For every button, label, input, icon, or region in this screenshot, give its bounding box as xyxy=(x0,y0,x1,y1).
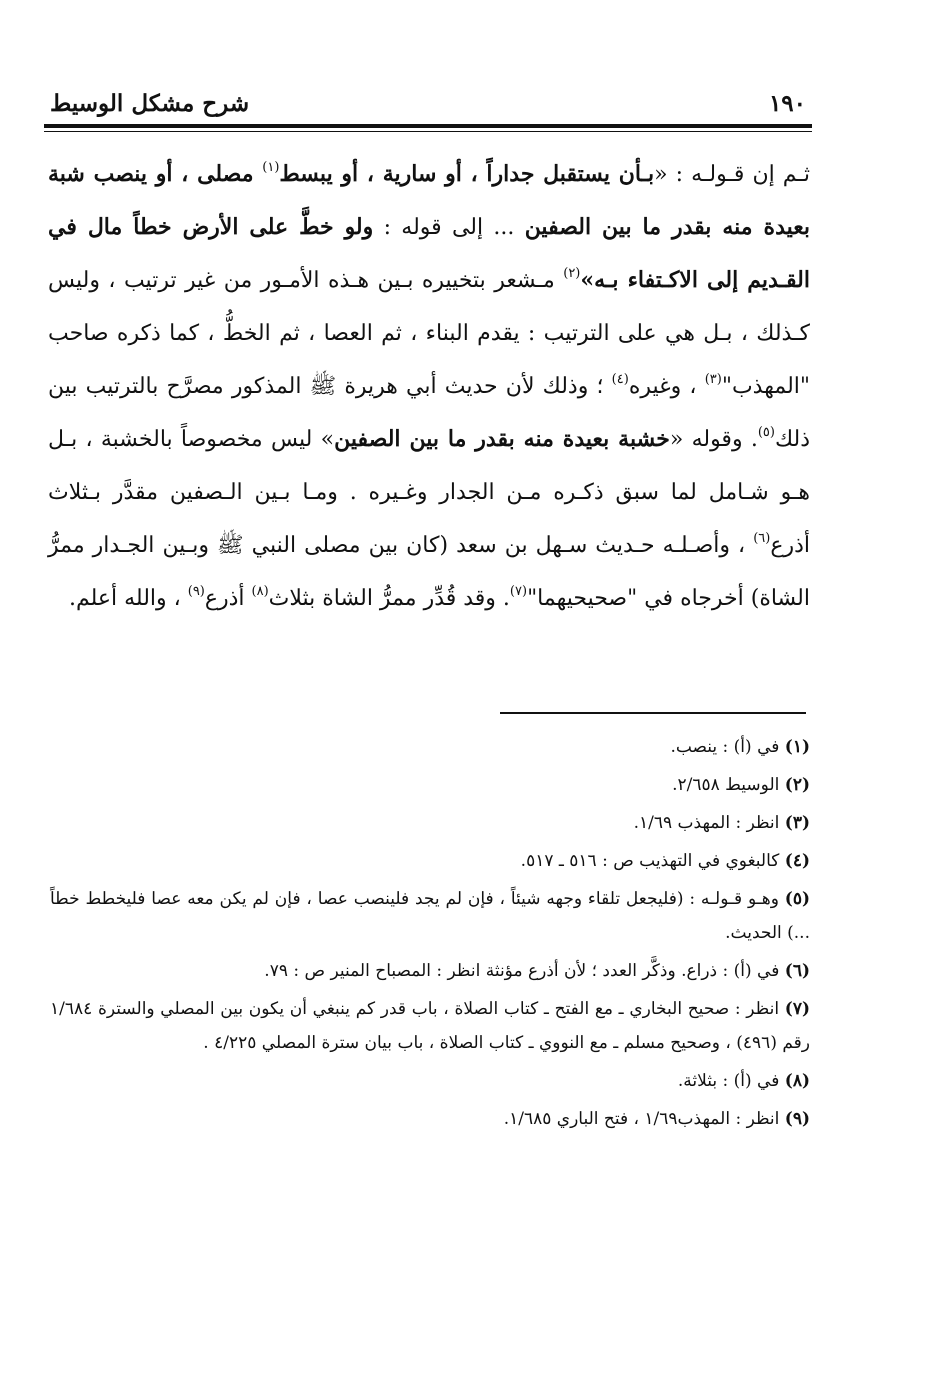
footnote-text: في (أ) : ينصب. xyxy=(670,737,785,757)
footnote-separator xyxy=(500,712,806,714)
footnote xyxy=(50,806,810,840)
footnote-text: انظر : المهذب ١/٦٩. xyxy=(633,813,785,833)
page-header xyxy=(44,84,812,124)
main-text xyxy=(48,148,810,625)
footnote xyxy=(50,844,810,878)
footnote xyxy=(50,954,810,988)
quoted-text: خشبة بعيدة منه بقدر ما بين الصفين xyxy=(334,426,670,452)
footnote-number: (١) xyxy=(784,737,810,757)
footnote-number: (٣) xyxy=(784,813,810,833)
footnote-number: (٤) xyxy=(784,851,810,871)
quoted-text: ولو خطَّ على الأرض خطاً مال في القـديم إلى الاكـتفاء بـه xyxy=(48,214,810,293)
text-run: مـشعر بتخييره بـين هـذه الأمـور من غير ترتيب ، وليس كـذلك ، بـل هي على الترتيب : يقدم البناء ، ثم العصا ، ثم الخطُّ ، كما ذكره صاحب "المهذب" xyxy=(48,268,810,399)
footnote-ref: (٤) xyxy=(611,371,629,387)
text-run: » xyxy=(580,267,595,293)
text-run: ثـم إن قـولـه : « xyxy=(654,162,810,187)
footnote-ref: (٢) xyxy=(563,265,581,281)
footnote-ref: (٣) xyxy=(704,371,722,387)
footnote-text: في (أ) : بثلاثة. xyxy=(677,1071,785,1091)
text-run: » ليس مخصوصاً بالخشبة ، بـل هـو شـامل لما سبق ذكـره مـن الجدار وغـيره . ومـا بـين الـصفين مقدَّر بـثلاث أذرع xyxy=(48,427,810,558)
footnote-ref: (٥) xyxy=(757,424,775,440)
text-run: ، وغيره xyxy=(628,374,705,399)
footnote xyxy=(50,882,810,950)
footnote-text: في (أ) : ذراع. وذكَّر العدد ؛ لأن أذرع مؤنثة انظر : المصباح المنير ص : ٧٩. xyxy=(264,961,785,981)
body-paragraph xyxy=(48,148,810,625)
footnote-number: (٦) xyxy=(784,961,810,981)
footnote-ref: (٦) xyxy=(753,530,771,546)
footnote-text: انظر : صحيح البخاري ـ مع الفتح ـ كتاب الصلاة ، باب قدر كم ينبغي أن يكون بين المصلي والسترة ١/٦٨٤ رقم (٤٩٦) ، وصحيح مسلم ـ مع النووي ـ كتاب الصلاة ، باب بيان سترة المصلي ٤/٢٢٥ . xyxy=(50,999,810,1053)
text-run: ... إلى قوله : xyxy=(373,215,525,240)
footnote-number: (٨) xyxy=(784,1071,810,1091)
text-run: ، وأصـلـه حـديث سـهل بن سعد (كان بين مصلى النبي ﷺ وبـين الجـدار ممرُّ الشاة) أخرجاه في "صحيحيهما" xyxy=(48,533,810,611)
footnote-ref: (٧) xyxy=(509,583,528,599)
footnotes xyxy=(50,730,810,1140)
footnote-text: الوسيط ٢/٦٥٨. xyxy=(672,775,785,795)
footnote-ref: (٨) xyxy=(251,583,269,599)
text-run: ، والله أعلم. xyxy=(68,586,188,611)
footnote-number: (٢) xyxy=(784,775,810,795)
footnote-number: (٥) xyxy=(784,889,810,909)
text-run: . وقوله « xyxy=(669,427,758,452)
footnote xyxy=(50,1102,810,1136)
header-rule-thin xyxy=(44,131,812,132)
footnote-ref: (٩) xyxy=(187,583,205,599)
text-run: ؛ وذلك لأن حديث أبي هريرة ﷺ المذكور مصرَّح بالترتيب بين ذلك xyxy=(48,374,811,452)
text-run: أذرع xyxy=(204,586,252,611)
footnote-number: (٩) xyxy=(784,1109,810,1129)
footnote xyxy=(50,730,810,764)
footnote-ref: (١) xyxy=(262,159,280,175)
footnote-number: (٧) xyxy=(784,999,810,1019)
footnote-text: انظر : المهذب١/٦٩ ، فتح الباري ١/٦٨٥. xyxy=(503,1109,785,1129)
text-run: . وقد قُدِّر ممرُّ الشاة بثلاث xyxy=(268,586,510,611)
footnote xyxy=(50,992,810,1060)
footnote xyxy=(50,768,810,802)
header-rule-thick xyxy=(44,124,812,128)
page-number: ١٩٠ xyxy=(768,90,806,117)
quoted-text: مصلى ، أو ينصب شبة بعيدة منه بقدر ما بين الصفين xyxy=(48,161,811,240)
quoted-text: بـأن يستقبل جداراً ، أو سارية ، أو يبسط xyxy=(279,161,655,187)
book-title: شرح مشكل الوسيط xyxy=(50,90,250,117)
footnote xyxy=(50,1064,810,1098)
footnote-text: وهـو قـولـه : (فليجعل تلقاء وجهه شيئاً ، فإن لم يجد فلينصب عصا ، فإن لم يكن معه عصا فليخطط خطاً ...) الحديث. xyxy=(50,889,810,943)
footnote-text: كالبغوي في التهذيب ص : ٥١٦ ـ ٥١٧. xyxy=(520,851,785,871)
